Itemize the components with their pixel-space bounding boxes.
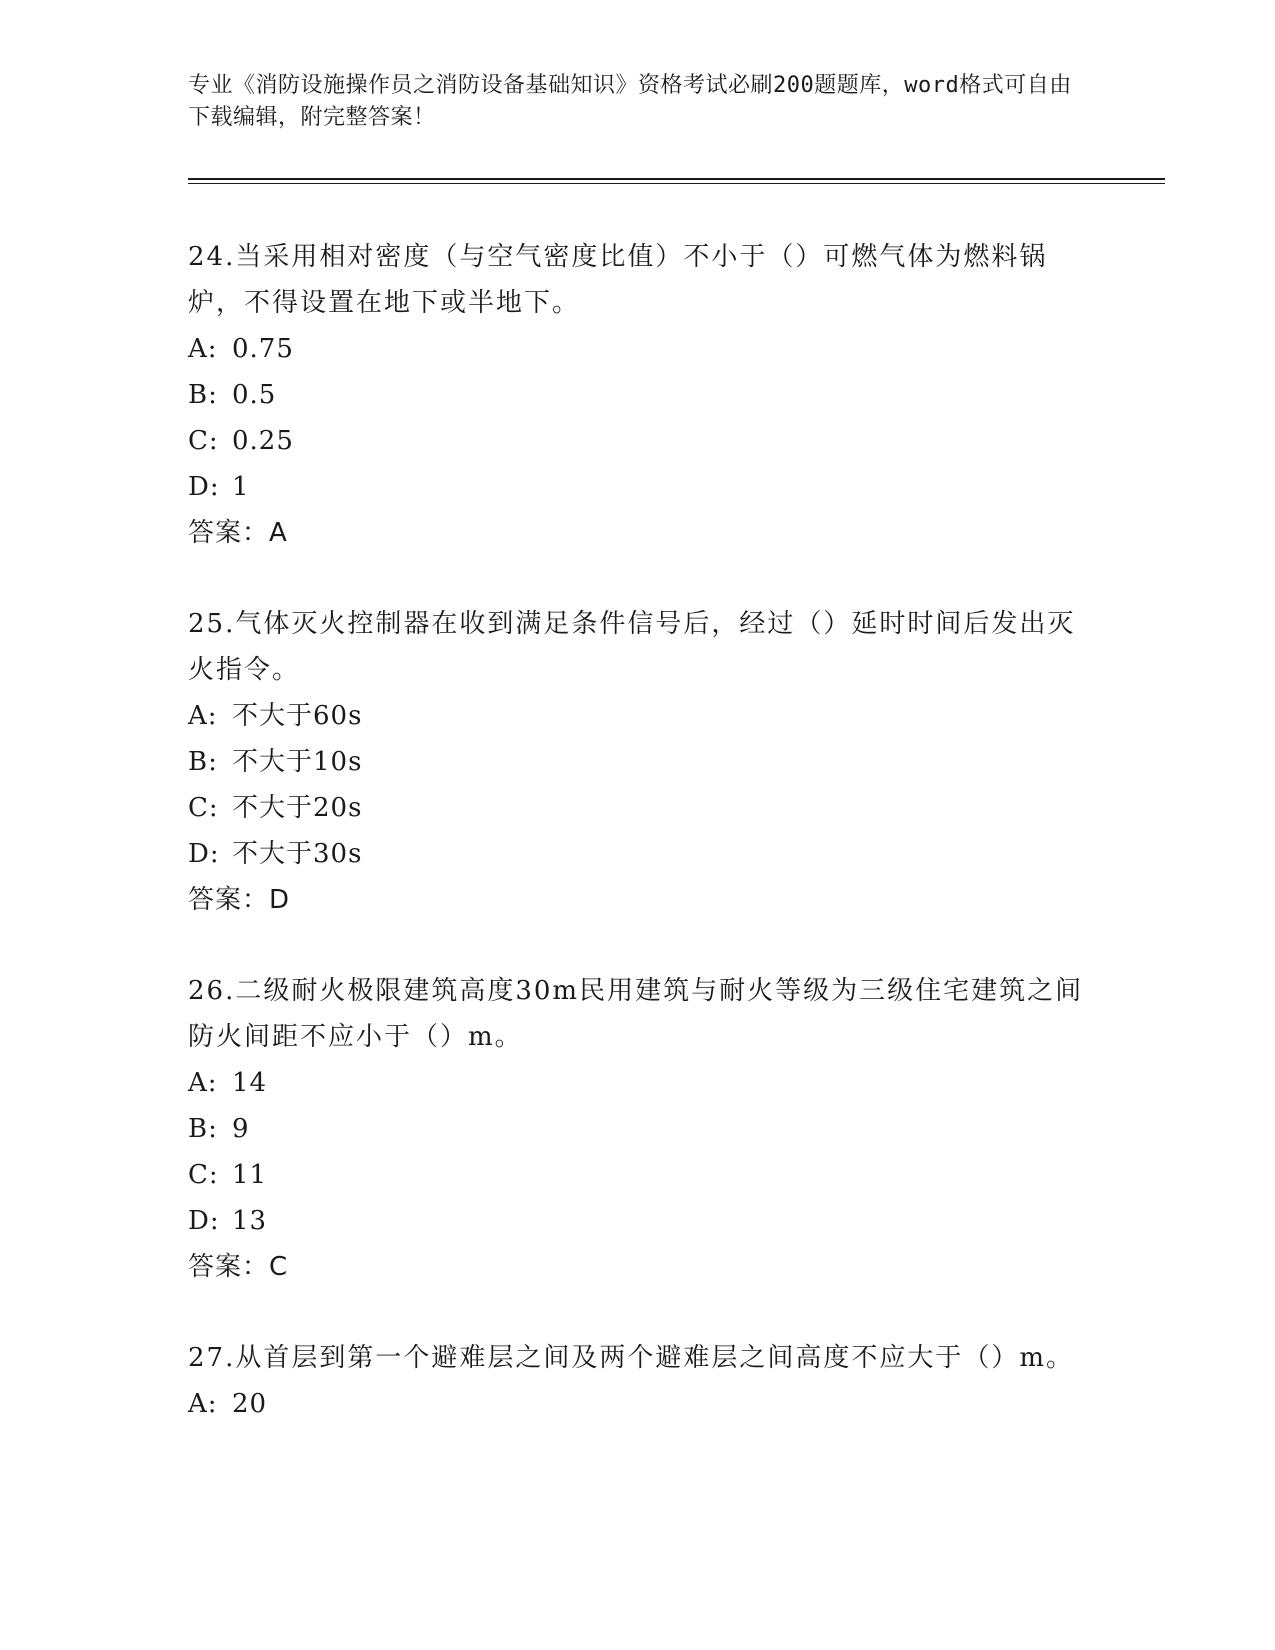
option-key: A: xyxy=(188,1389,218,1419)
option-key: D: xyxy=(188,472,220,502)
question-26 xyxy=(188,968,1088,1290)
option-key: B: xyxy=(188,747,218,777)
option-d xyxy=(188,1198,1088,1244)
option-key: C: xyxy=(188,793,219,823)
option-text: 不大于10s xyxy=(232,747,363,777)
question-stem: 24.当采用相对密度（与空气密度比值）不小于（）可燃气体为燃料锅炉，不得设置在地下或半地下。 xyxy=(188,242,1048,318)
option-b xyxy=(188,739,1088,785)
option-b xyxy=(188,372,1088,418)
option-d xyxy=(188,831,1088,877)
option-text: 0.75 xyxy=(232,334,294,364)
option-text: 14 xyxy=(232,1068,268,1098)
option-text: 0.5 xyxy=(232,380,277,410)
option-c xyxy=(188,785,1088,831)
option-key: C: xyxy=(188,1160,219,1190)
option-key: B: xyxy=(188,1114,218,1144)
question-24 xyxy=(188,234,1088,556)
option-text: 不大于30s xyxy=(232,839,363,869)
answer: 答案：D xyxy=(188,885,291,915)
option-b xyxy=(188,1106,1088,1152)
option-key: B: xyxy=(188,380,218,410)
answer: 答案：A xyxy=(188,518,288,548)
option-key: A: xyxy=(188,1068,218,1098)
option-key: D: xyxy=(188,839,220,869)
option-c xyxy=(188,1152,1088,1198)
option-a xyxy=(188,326,1088,372)
question-stem: 26.二级耐火极限建筑高度30m民用建筑与耐火等级为三级住宅建筑之间防火间距不应小于（）m。 xyxy=(188,976,1084,1052)
option-text: 11 xyxy=(232,1160,268,1190)
option-text: 13 xyxy=(232,1206,268,1236)
option-key: C: xyxy=(188,426,219,456)
question-27 xyxy=(188,1335,1088,1427)
answer: 答案：C xyxy=(188,1252,289,1282)
question-25 xyxy=(188,601,1088,923)
option-a xyxy=(188,1060,1088,1106)
option-text: 不大于60s xyxy=(232,701,363,731)
option-d xyxy=(188,464,1088,510)
question-stem: 25.气体灭火控制器在收到满足条件信号后，经过（）延时时间后发出灭火指令。 xyxy=(188,609,1076,685)
option-c xyxy=(188,418,1088,464)
document-header: 专业《消防设施操作员之消防设备基础知识》资格考试必刷200题题库，word格式可自由下载编辑，附完整答案！ xyxy=(188,73,1072,130)
option-text: 1 xyxy=(232,472,250,502)
header-divider xyxy=(188,178,1165,180)
option-key: D: xyxy=(188,1206,220,1236)
option-key: A: xyxy=(188,701,218,731)
option-text: 9 xyxy=(232,1114,250,1144)
option-text: 不大于20s xyxy=(232,793,363,823)
option-a xyxy=(188,693,1088,739)
option-a xyxy=(188,1381,1088,1427)
option-key: A: xyxy=(188,334,218,364)
option-text: 0.25 xyxy=(232,426,294,456)
header-divider-thin xyxy=(188,183,1165,184)
question-stem: 27.从首层到第一个避难层之间及两个避难层之间高度不应大于（）m。 xyxy=(188,1343,1075,1373)
option-text: 20 xyxy=(232,1389,268,1419)
